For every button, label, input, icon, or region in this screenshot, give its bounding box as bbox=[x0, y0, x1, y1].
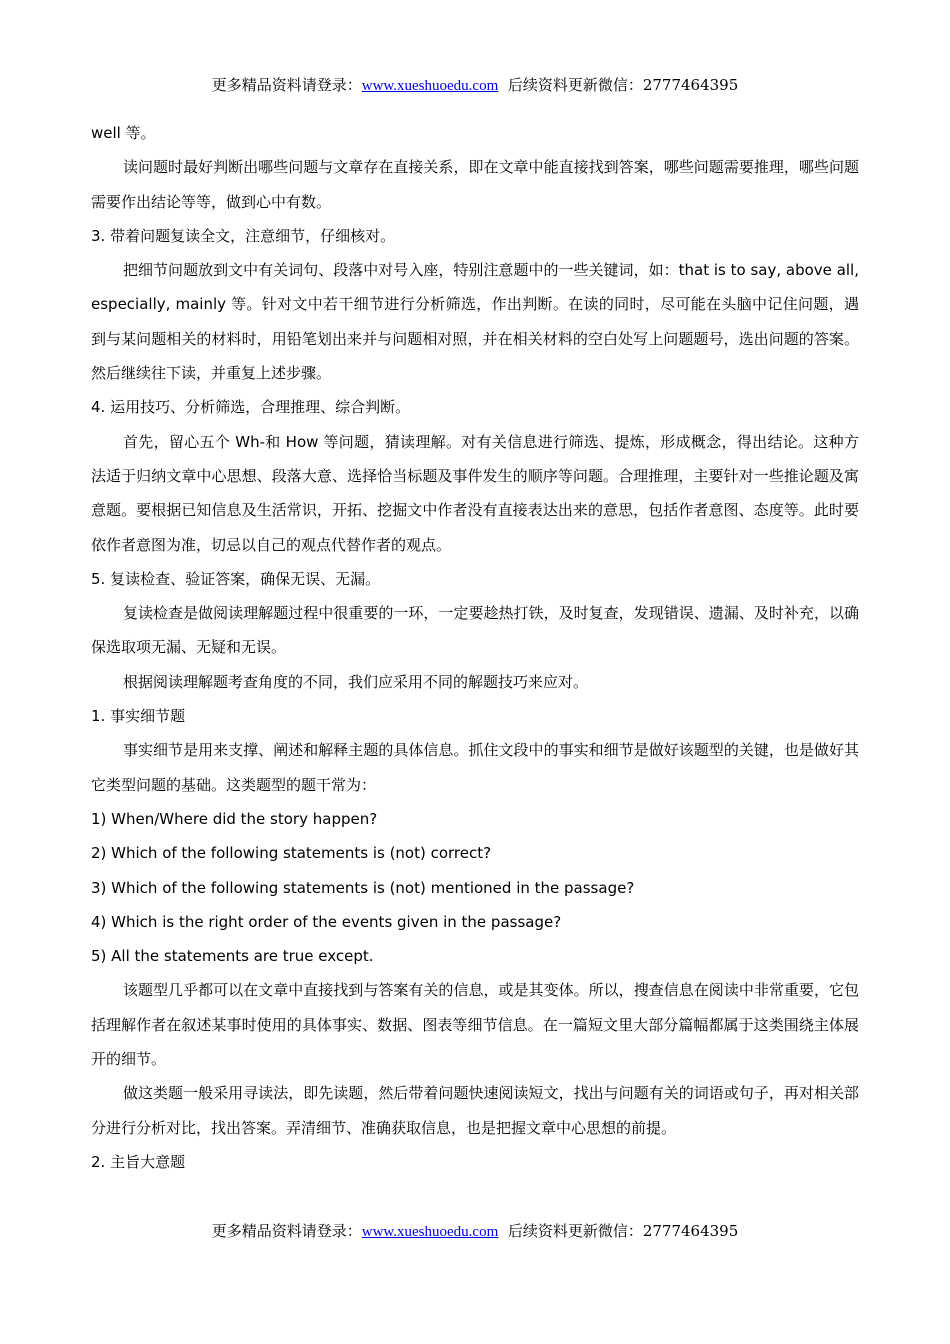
section-heading: 2. 主旨大意题 bbox=[91, 1152, 186, 1171]
list-item: 5) All the statements are true except. bbox=[91, 947, 374, 966]
paragraph: 根据阅读理解题考查角度的不同，我们应采用不同的解题技巧来应对。 bbox=[123, 672, 589, 691]
page-footer bbox=[0, 1220, 950, 1241]
footer-suffix: 后续资料更新微信：2777464395 bbox=[507, 1222, 739, 1240]
list-item: 3) Which of the following statements is (not) mentioned in the passage? bbox=[91, 878, 635, 897]
paragraph: 事实细节是用来支撑、阐述和解释主题的具体信息。抓住文段中的事实和细节是做好该题型的关键，也是做好其它类型问题的基础。这类题型的题干常为： bbox=[91, 741, 859, 794]
list-item: 2) Which of the following statements is (not) correct? bbox=[91, 844, 492, 863]
section-heading: 3. 带着问题复读全文，注意细节，仔细核对。 bbox=[91, 226, 396, 245]
paragraph: 做这类题一般采用寻读法，即先读题，然后带着问题快速阅读短文，找出与问题有关的词语或句子，再对相关部分进行分析对比，找出答案。弄清细节、准确获取信息，也是把握文章中心思想的前提。 bbox=[91, 1084, 859, 1137]
section-heading: 5. 复读检查、验证答案，确保无误、无漏。 bbox=[91, 569, 381, 588]
header-suffix: 后续资料更新微信：2777464395 bbox=[507, 76, 739, 94]
paragraph: 把细节问题放到文中有关词句、段落中对号入座，特别注意题中的一些关键词，如：that is to say, above all, especially, mainly 等。针对文中若干细节进行分析筛选，作出判断。在读的同时，尽可能在头脑中记住问题，遇到与某问题相关的材料时，用铅笔划出来并与问题相对照，并在相关材料的空白处写上问题题号，选出问题的答案。然后继续往下读，并重复上述步骤。 bbox=[91, 261, 859, 383]
page-header bbox=[0, 74, 950, 95]
paragraph: 复读检查是做阅读理解题过程中很重要的一环，一定要趁热打铁，及时复查，发现错误、遗漏、及时补充，以确保选取项无漏、无疑和无误。 bbox=[91, 604, 859, 657]
header-link[interactable]: www.xueshuoedu.com bbox=[361, 78, 499, 94]
list-item: 4) Which is the right order of the events given in the passage? bbox=[91, 912, 562, 931]
footer-prefix: 更多精品资料请登录： bbox=[211, 1222, 362, 1240]
section-heading: 4. 运用技巧、分析筛选，合理推理、综合判断。 bbox=[91, 398, 411, 417]
paragraph: well 等。 bbox=[91, 124, 156, 142]
paragraph: 读问题时最好判断出哪些问题与文章存在直接关系，即在文章中能直接找到答案，哪些问题需要推理，哪些问题需要作出结论等等，做到心中有数。 bbox=[91, 158, 859, 211]
section-heading: 1. 事实细节题 bbox=[91, 707, 186, 726]
paragraph: 首先，留心五个 Wh-和 How 等问题，猜读理解。对有关信息进行筛选、提炼，形成概念，得出结论。这种方法适于归纳文章中心思想、段落大意、选择恰当标题及事件发生的顺序等问题。合理推理，主要针对一些推论题及寓意题。要根据已知信息及生活常识，开拓、挖掘文中作者没有直接表达出来的意思，包括作者意图、态度等。此时要依作者意图为准，切忌以自己的观点代替作者的观点。 bbox=[91, 432, 859, 554]
list-item: 1) When/Where did the story happen? bbox=[91, 809, 378, 828]
header-prefix: 更多精品资料请登录： bbox=[211, 76, 362, 94]
footer-link[interactable]: www.xueshuoedu.com bbox=[361, 1224, 499, 1240]
paragraph: 该题型几乎都可以在文章中直接找到与答案有关的信息，或是其变体。所以，搜查信息在阅读中非常重要，它包括理解作者在叙述某事时使用的具体事实、数据、图表等细节信息。在一篇短文里大部分篇幅都属于这类围绕主体展开的细节。 bbox=[91, 981, 859, 1069]
document-body bbox=[91, 116, 859, 1179]
